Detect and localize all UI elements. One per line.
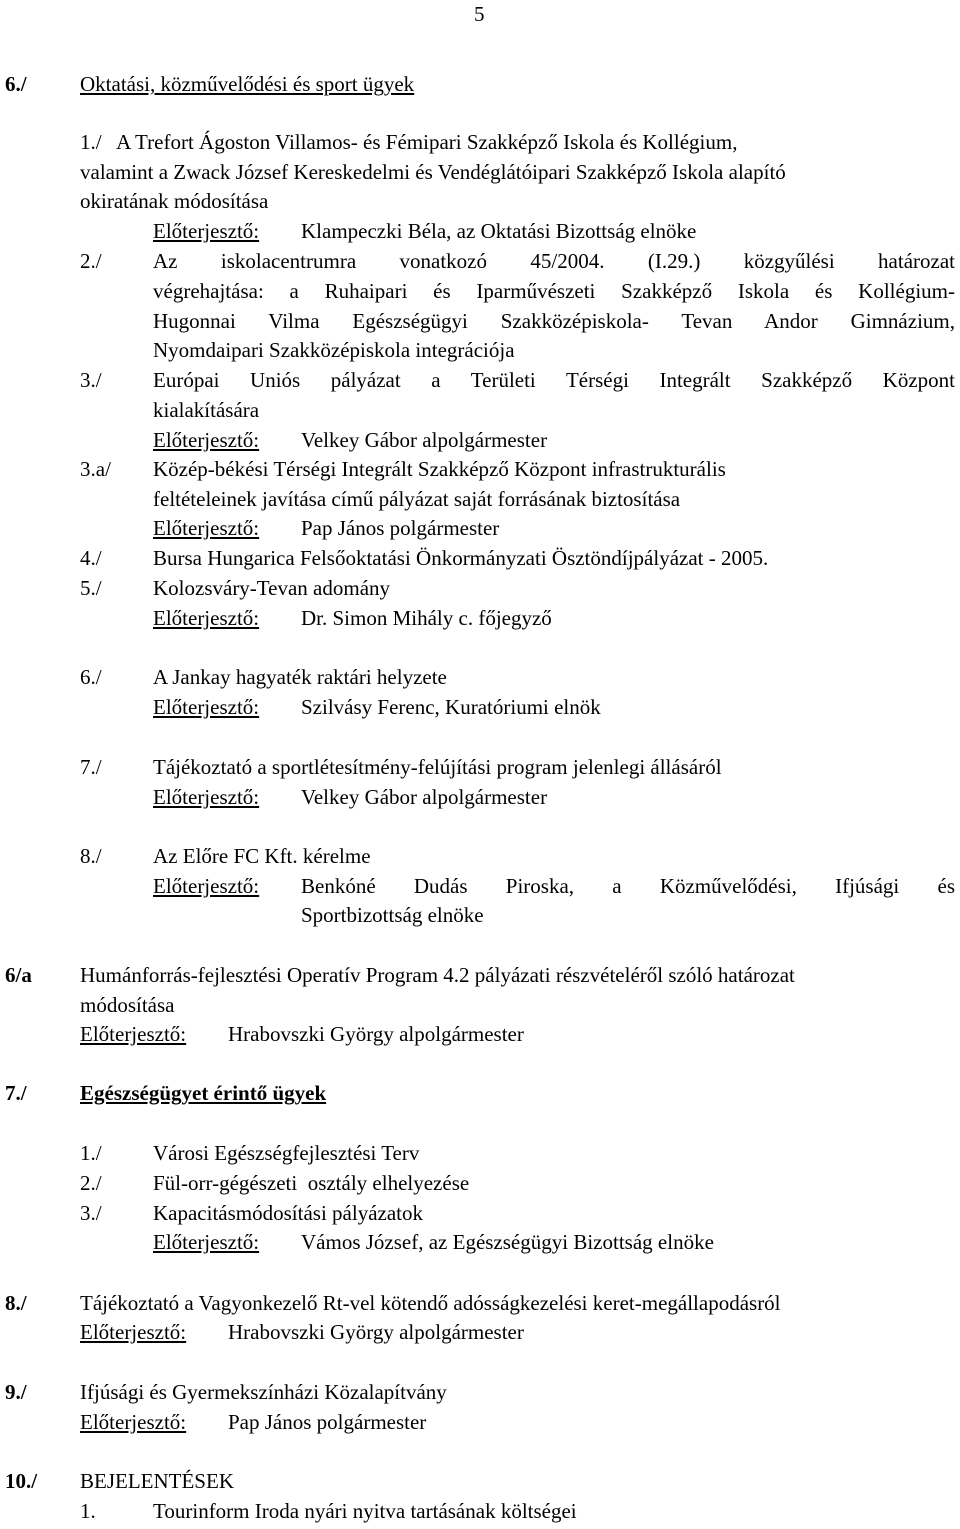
presenter-name: Hrabovszki György alpolgármester (228, 1320, 524, 1344)
presenter-label: Előterjesztő: (153, 695, 260, 719)
presenter-label: Előterjesztő: (153, 785, 260, 809)
presenter-name: Pap János polgármester (228, 1410, 427, 1434)
item-number: 3./ (80, 1201, 102, 1225)
item-number: 8./ (80, 844, 102, 868)
item-7-3-line1: Kapacitásmódosítási pályázatok (153, 1201, 423, 1225)
item-6-1-line1: 1./ A Trefort Ágoston Villamos- és Fémipari Szakképző Iskola és Kollégium, (80, 130, 738, 154)
item-number: 5./ (80, 576, 102, 600)
presenter-label: Előterjesztő: (80, 1410, 187, 1434)
presenter-name-cont: Sportbizottság elnöke (301, 903, 484, 927)
item-number: 1. (80, 1499, 96, 1523)
section-10-line1: BEJELENTÉSEK (80, 1469, 234, 1493)
presenter-name: Benkóné Dudás Piroska, a Közművelődési, Ifjúsági és (301, 874, 955, 898)
item-number: 4./ (80, 546, 102, 570)
presenter-name: Velkey Gábor alpolgármester (301, 428, 548, 452)
item-number: 2./ (80, 1171, 102, 1195)
item-6-6-line1: A Jankay hagyaték raktári helyzete (153, 665, 447, 689)
presenter-label: Előterjesztő: (153, 219, 260, 243)
section-6-number: 6./ (5, 72, 27, 96)
item-6-1-line3: okiratának módosítása (80, 189, 269, 213)
item-6-1-line2: valamint a Zwack József Kereskedelmi és Vendéglátóipari Szakképző Iskola alapító (80, 160, 786, 184)
section-6-title: Oktatási, közművelődési és sport ügyek (80, 72, 415, 96)
item-6-2-line2: végrehajtása: a Ruhaipari és Iparművészeti Szakképző Iskola és Kollégium- (153, 279, 955, 303)
section-6a-line1: Humánforrás-fejlesztési Operatív Program 4.2 pályázati részvételéről szóló határozat (80, 963, 795, 987)
section-7-title: Egészségügyet érintő ügyek (80, 1081, 327, 1105)
presenter-name: Szilvásy Ferenc, Kuratóriumi elnök (301, 695, 601, 719)
section-6a-line2: módosítása (80, 993, 175, 1017)
presenter-name: Vámos József, az Egészségügyi Bizottság elnöke (301, 1230, 714, 1254)
section-8-number: 8./ (5, 1291, 27, 1315)
item-6-4-line1: Bursa Hungarica Felsőoktatási Önkormányzati Ösztöndíjpályázat - 2005. (153, 546, 769, 570)
item-number: 3./ (80, 368, 102, 392)
presenter-label: Előterjesztő: (153, 516, 260, 540)
presenter-label: Előterjesztő: (153, 606, 260, 630)
item-6-8-line1: Az Előre FC Kft. kérelme (153, 844, 371, 868)
item-6-2-line3: Hugonnai Vilma Egészségügyi Szakközépiskola- Tevan Andor Gimnázium, (153, 309, 955, 333)
presenter-name: Velkey Gábor alpolgármester (301, 785, 548, 809)
item-6-3a-line1: Közép-békési Térségi Integrált Szakképző Központ infrastrukturális (153, 457, 726, 481)
presenter-name: Klampeczki Béla, az Oktatási Bizottság elnöke (301, 219, 697, 243)
item-6-3a-line2: feltételeinek javítása című pályázat saját forrásának biztosítása (153, 487, 681, 511)
section-10-number: 10./ (5, 1469, 38, 1493)
presenter-label: Előterjesztő: (153, 874, 260, 898)
presenter-name: Dr. Simon Mihály c. főjegyző (301, 606, 552, 630)
item-10-1-line1: Tourinform Iroda nyári nyitva tartásának költségei (153, 1499, 577, 1523)
section-6a-number: 6/a (5, 963, 32, 987)
item-number: 7./ (80, 755, 102, 779)
item-6-5-line1: Kolozsváry-Tevan adomány (153, 576, 391, 600)
item-6-2-line4: Nyomdaipari Szakközépiskola integrációja (153, 338, 515, 362)
page-number: 5 (474, 2, 485, 26)
presenter-label: Előterjesztő: (80, 1320, 187, 1344)
item-number: 6./ (80, 665, 102, 689)
item-6-2-line1: Az iskolacentrumra vonatkozó 45/2004. (I.29.) közgyűlési határozat (153, 249, 955, 273)
presenter-label: Előterjesztő: (153, 1230, 260, 1254)
presenter-name: Pap János polgármester (301, 516, 500, 540)
presenter-label: Előterjesztő: (80, 1022, 187, 1046)
item-6-3-line2: kialakítására (153, 398, 260, 422)
section-9-number: 9./ (5, 1380, 27, 1404)
item-number: 3.a/ (80, 457, 111, 481)
item-6-3-line1: Európai Uniós pályázat a Területi Térségi Integrált Szakképző Központ (153, 368, 955, 392)
section-8-line1: Tájékoztató a Vagyonkezelő Rt-vel kötendő adósságkezelési keret-megállapodásról (80, 1291, 781, 1315)
item-number: 1./ (80, 1141, 102, 1165)
item-6-7-line1: Tájékoztató a sportlétesítmény-felújítási program jelenlegi állásáról (153, 755, 722, 779)
item-number: 2./ (80, 249, 102, 273)
section-9-line1: Ifjúsági és Gyermekszínházi Közalapítvány (80, 1380, 447, 1404)
presenter-name: Hrabovszki György alpolgármester (228, 1022, 524, 1046)
section-7-number: 7./ (5, 1081, 27, 1105)
item-7-1-line1: Városi Egészségfejlesztési Terv (153, 1141, 420, 1165)
item-7-2-line1: Fül-orr-gégészeti osztály elhelyezése (153, 1171, 470, 1195)
presenter-label: Előterjesztő: (153, 428, 260, 452)
